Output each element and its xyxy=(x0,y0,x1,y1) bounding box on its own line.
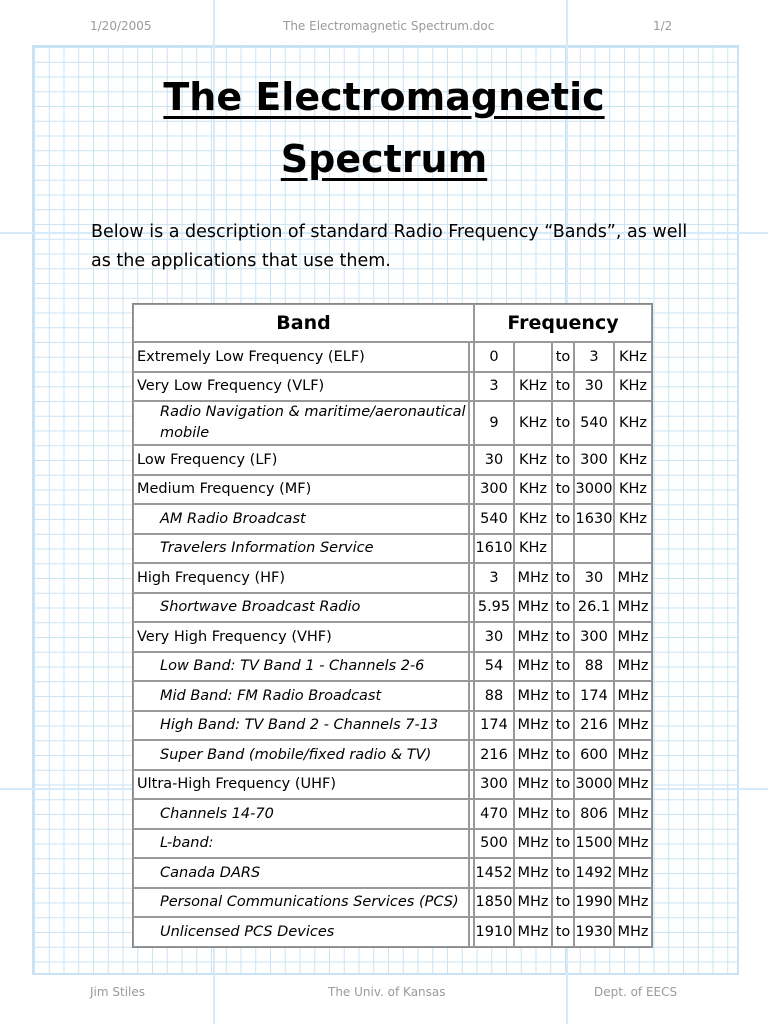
freq-to-cell: to xyxy=(552,622,574,652)
freq-start-unit-cell: MHz xyxy=(514,593,552,623)
freq-end-cell: 30 xyxy=(574,563,614,593)
freq-end-unit-cell: MHz xyxy=(614,622,652,652)
band-name-cell: Medium Frequency (MF) xyxy=(133,475,469,505)
title-line-2: Spectrum xyxy=(280,137,488,181)
freq-to-cell: to xyxy=(552,475,574,505)
freq-end-cell: 806 xyxy=(574,799,614,829)
footer-dept: Dept. of EECS xyxy=(594,985,678,999)
table-row xyxy=(133,917,652,947)
freq-start-cell: 3 xyxy=(474,372,514,402)
band-name-cell: High Frequency (HF) xyxy=(133,563,469,593)
freq-end-cell: 540 xyxy=(574,401,614,445)
freq-end-unit-cell xyxy=(614,534,652,564)
table-row xyxy=(133,858,652,888)
table-row xyxy=(133,593,652,623)
freq-start-cell: 470 xyxy=(474,799,514,829)
freq-end-unit-cell: MHz xyxy=(614,858,652,888)
freq-start-unit-cell: KHz xyxy=(514,534,552,564)
freq-start-unit-cell: MHz xyxy=(514,917,552,947)
table-row xyxy=(133,534,652,564)
freq-start-cell: 9 xyxy=(474,401,514,445)
freq-start-cell: 1452 xyxy=(474,858,514,888)
application-name-cell: Unlicensed PCS Devices xyxy=(133,917,469,947)
application-name-cell: Radio Navigation & maritime/aeronautical mobile xyxy=(133,401,469,445)
freq-to-cell: to xyxy=(552,652,574,682)
frequency-column-header: Frequency xyxy=(474,304,652,342)
freq-end-cell: 3000 xyxy=(574,770,614,800)
freq-end-cell: 300 xyxy=(574,445,614,475)
table-row xyxy=(133,770,652,800)
application-name-cell: Channels 14-70 xyxy=(133,799,469,829)
freq-start-cell: 54 xyxy=(474,652,514,682)
application-name-cell: Mid Band: FM Radio Broadcast xyxy=(133,681,469,711)
freq-start-unit-cell: MHz xyxy=(514,770,552,800)
table-header-row xyxy=(133,304,652,342)
freq-end-cell: 1630 xyxy=(574,504,614,534)
freq-start-cell: 540 xyxy=(474,504,514,534)
freq-start-unit-cell: KHz xyxy=(514,401,552,445)
freq-start-cell: 174 xyxy=(474,711,514,741)
table-row xyxy=(133,563,652,593)
freq-start-unit-cell: MHz xyxy=(514,711,552,741)
freq-end-unit-cell: KHz xyxy=(614,475,652,505)
frequency-band-table xyxy=(132,303,653,948)
table-row xyxy=(133,681,652,711)
freq-to-cell: to xyxy=(552,342,574,372)
freq-to-cell: to xyxy=(552,799,574,829)
table-row xyxy=(133,342,652,372)
freq-to-cell: to xyxy=(552,445,574,475)
freq-start-unit-cell: KHz xyxy=(514,475,552,505)
freq-end-cell: 216 xyxy=(574,711,614,741)
table-row xyxy=(133,622,652,652)
freq-end-cell: 1930 xyxy=(574,917,614,947)
freq-to-cell: to xyxy=(552,681,574,711)
freq-end-cell: 1492 xyxy=(574,858,614,888)
freq-end-cell: 174 xyxy=(574,681,614,711)
freq-start-cell: 30 xyxy=(474,622,514,652)
freq-start-cell: 1910 xyxy=(474,917,514,947)
freq-to-cell: to xyxy=(552,711,574,741)
freq-start-cell: 300 xyxy=(474,475,514,505)
application-name-cell: Travelers Information Service xyxy=(133,534,469,564)
application-name-cell: L-band: xyxy=(133,829,469,859)
freq-end-unit-cell: KHz xyxy=(614,372,652,402)
freq-to-cell: to xyxy=(552,593,574,623)
table-row xyxy=(133,711,652,741)
freq-end-unit-cell: MHz xyxy=(614,888,652,918)
freq-end-cell: 30 xyxy=(574,372,614,402)
freq-end-unit-cell: KHz xyxy=(614,342,652,372)
freq-start-unit-cell xyxy=(514,342,552,372)
table-row xyxy=(133,799,652,829)
freq-start-cell: 88 xyxy=(474,681,514,711)
table-row xyxy=(133,888,652,918)
freq-end-unit-cell: MHz xyxy=(614,563,652,593)
freq-end-unit-cell: MHz xyxy=(614,681,652,711)
freq-start-cell: 500 xyxy=(474,829,514,859)
freq-start-unit-cell: MHz xyxy=(514,829,552,859)
freq-to-cell: to xyxy=(552,917,574,947)
band-name-cell: Ultra-High Frequency (UHF) xyxy=(133,770,469,800)
header-doc-name: The Electromagnetic Spectrum.doc xyxy=(283,19,495,33)
freq-start-unit-cell: KHz xyxy=(514,504,552,534)
freq-start-unit-cell: MHz xyxy=(514,622,552,652)
freq-start-unit-cell: MHz xyxy=(514,888,552,918)
intro-paragraph: Below is a description of standard Radio Frequency “Bands”, as well as the applications that use them. xyxy=(91,222,688,271)
freq-end-cell: 1500 xyxy=(574,829,614,859)
table-body xyxy=(133,342,652,947)
band-name-cell: Extremely Low Frequency (ELF) xyxy=(133,342,469,372)
freq-start-cell: 1610 xyxy=(474,534,514,564)
freq-end-unit-cell: MHz xyxy=(614,917,652,947)
application-name-cell: Super Band (mobile/fixed radio & TV) xyxy=(133,740,469,770)
freq-start-cell: 5.95 xyxy=(474,593,514,623)
freq-to-cell xyxy=(552,534,574,564)
freq-to-cell: to xyxy=(552,888,574,918)
table-row xyxy=(133,372,652,402)
freq-start-cell: 0 xyxy=(474,342,514,372)
freq-end-unit-cell: KHz xyxy=(614,445,652,475)
freq-start-cell: 30 xyxy=(474,445,514,475)
freq-start-unit-cell: MHz xyxy=(514,652,552,682)
freq-end-cell: 300 xyxy=(574,622,614,652)
header-date: 1/20/2005 xyxy=(90,19,152,33)
freq-to-cell: to xyxy=(552,504,574,534)
application-name-cell: Low Band: TV Band 1 - Channels 2-6 xyxy=(133,652,469,682)
freq-end-cell: 26.1 xyxy=(574,593,614,623)
band-name-cell: Low Frequency (LF) xyxy=(133,445,469,475)
freq-start-unit-cell: MHz xyxy=(514,681,552,711)
freq-to-cell: to xyxy=(552,829,574,859)
band-column-header: Band xyxy=(133,304,474,342)
freq-start-unit-cell: KHz xyxy=(514,372,552,402)
freq-end-unit-cell: MHz xyxy=(614,593,652,623)
table-row xyxy=(133,401,652,445)
freq-start-cell: 1850 xyxy=(474,888,514,918)
freq-to-cell: to xyxy=(552,563,574,593)
freq-end-unit-cell: MHz xyxy=(614,829,652,859)
title-line-1: The Electromagnetic xyxy=(163,75,605,119)
application-name-cell: Canada DARS xyxy=(133,858,469,888)
freq-to-cell: to xyxy=(552,401,574,445)
application-name-cell: AM Radio Broadcast xyxy=(133,504,469,534)
freq-end-unit-cell: MHz xyxy=(614,740,652,770)
freq-start-cell: 300 xyxy=(474,770,514,800)
table-row xyxy=(133,475,652,505)
freq-end-unit-cell: KHz xyxy=(614,401,652,445)
freq-end-cell: 3000 xyxy=(574,475,614,505)
freq-end-cell xyxy=(574,534,614,564)
freq-end-unit-cell: KHz xyxy=(614,504,652,534)
footer-author: Jim Stiles xyxy=(90,985,146,999)
application-name-cell: High Band: TV Band 2 - Channels 7-13 xyxy=(133,711,469,741)
freq-to-cell: to xyxy=(552,740,574,770)
freq-end-unit-cell: MHz xyxy=(614,652,652,682)
freq-end-cell: 1990 xyxy=(574,888,614,918)
band-name-cell: Very High Frequency (VHF) xyxy=(133,622,469,652)
freq-end-cell: 3 xyxy=(574,342,614,372)
table-row xyxy=(133,504,652,534)
freq-start-unit-cell: MHz xyxy=(514,858,552,888)
freq-end-unit-cell: MHz xyxy=(614,799,652,829)
freq-end-cell: 88 xyxy=(574,652,614,682)
freq-start-cell: 216 xyxy=(474,740,514,770)
application-name-cell: Personal Communications Services (PCS) xyxy=(133,888,469,918)
freq-end-unit-cell: MHz xyxy=(614,770,652,800)
freq-end-unit-cell: MHz xyxy=(614,711,652,741)
page-title xyxy=(0,66,768,190)
table-row xyxy=(133,445,652,475)
freq-end-cell: 600 xyxy=(574,740,614,770)
header-page-number: 1/2 xyxy=(653,19,673,33)
freq-start-cell: 3 xyxy=(474,563,514,593)
freq-to-cell: to xyxy=(552,372,574,402)
freq-start-unit-cell: MHz xyxy=(514,563,552,593)
freq-to-cell: to xyxy=(552,770,574,800)
table-row xyxy=(133,829,652,859)
table-row xyxy=(133,740,652,770)
band-name-cell: Very Low Frequency (VLF) xyxy=(133,372,469,402)
application-name-cell: Shortwave Broadcast Radio xyxy=(133,593,469,623)
freq-to-cell: to xyxy=(552,858,574,888)
freq-start-unit-cell: KHz xyxy=(514,445,552,475)
freq-start-unit-cell: MHz xyxy=(514,799,552,829)
table-row xyxy=(133,652,652,682)
footer-org: The Univ. of Kansas xyxy=(328,985,446,999)
freq-start-unit-cell: MHz xyxy=(514,740,552,770)
